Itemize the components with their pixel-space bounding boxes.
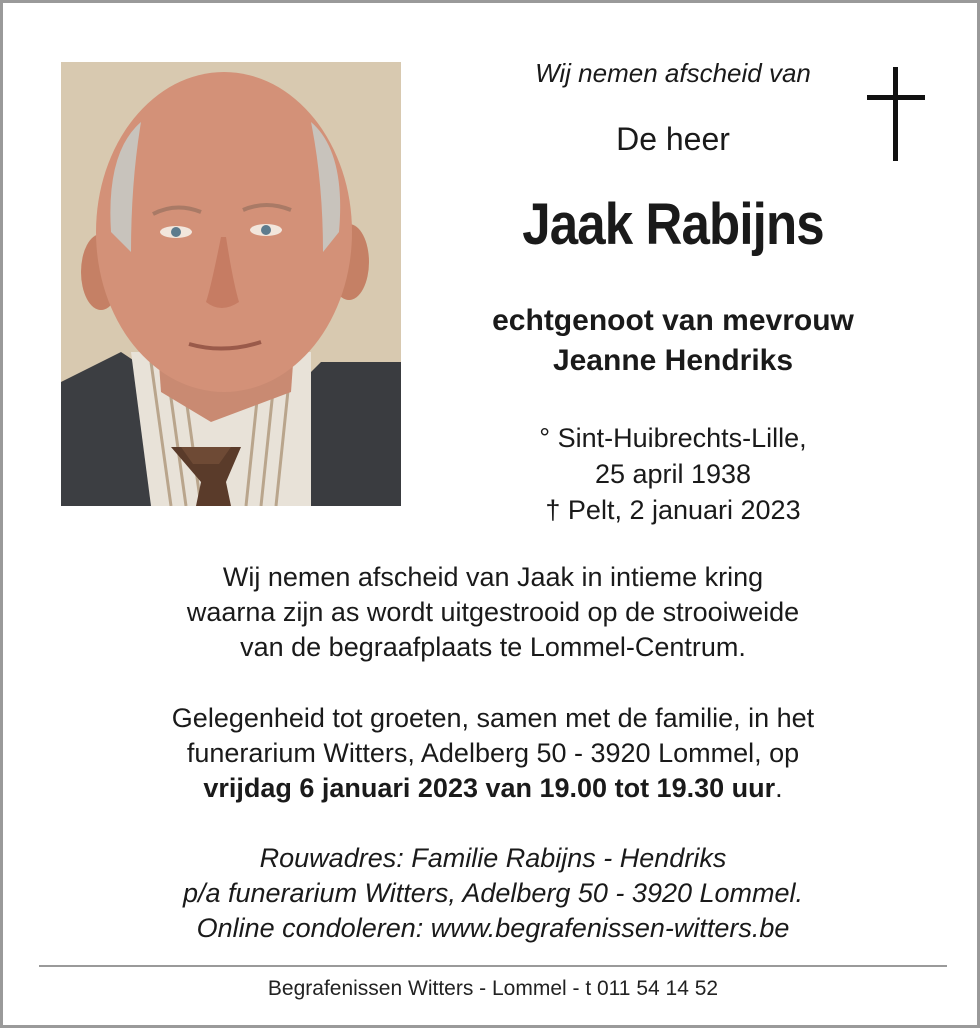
- dates-block: [473, 420, 873, 528]
- birth-place: ° Sint-Huibrechts-Lille,: [539, 423, 807, 453]
- footer-text: Begrafenissen Witters - Lommel - t 011 54 14 52: [267, 977, 719, 1000]
- portrait-photo: [61, 62, 401, 506]
- deceased-name: Jaak Rabijns: [522, 192, 824, 257]
- footer-divider: [39, 965, 947, 967]
- visitation-line-2: funerarium Witters, Adelberg 50 - 3920 Lommel, op: [186, 738, 800, 768]
- ceremony-line-2: waarna zijn as wordt uitgestrooid op de strooiweide: [186, 597, 800, 627]
- address-line-2: p/a funerarium Witters, Adelberg 50 - 3920 Lommel.: [182, 878, 804, 908]
- visitation-line-3: [43, 771, 943, 806]
- visitation-datetime: vrijdag 6 januari 2023 van 19.00 tot 19.30 uur: [203, 773, 776, 803]
- cross-icon: [867, 67, 925, 163]
- condolence-link[interactable]: Online condoleren: www.begrafenissen-witters.be: [196, 913, 790, 943]
- ceremony-line-3: van de begraafplaats te Lommel-Centrum.: [240, 632, 746, 662]
- visitation-paragraph: [43, 701, 943, 806]
- visitation-line-1: Gelegenheid tot groeten, samen met de familie, in het: [171, 703, 815, 733]
- address-block: [43, 841, 943, 946]
- honorific-title: De heer: [616, 121, 730, 157]
- spouse-line-1: echtgenoot van mevrouw: [492, 304, 854, 337]
- birth-date: 25 april 1938: [594, 459, 752, 489]
- address-line-1: Rouwadres: Familie Rabijns - Hendriks: [259, 843, 727, 873]
- portrait-illustration: [61, 62, 401, 506]
- intro-text: Wij nemen afscheid van: [535, 58, 811, 88]
- death-info: † Pelt, 2 januari 2023: [545, 495, 801, 525]
- ceremony-paragraph: [43, 560, 943, 665]
- ceremony-line-1: Wij nemen afscheid van Jaak in intieme kring: [222, 562, 764, 592]
- spouse-name: Jeanne Hendriks: [552, 344, 794, 377]
- spouse-block: [423, 301, 923, 381]
- visitation-period: .: [775, 773, 783, 803]
